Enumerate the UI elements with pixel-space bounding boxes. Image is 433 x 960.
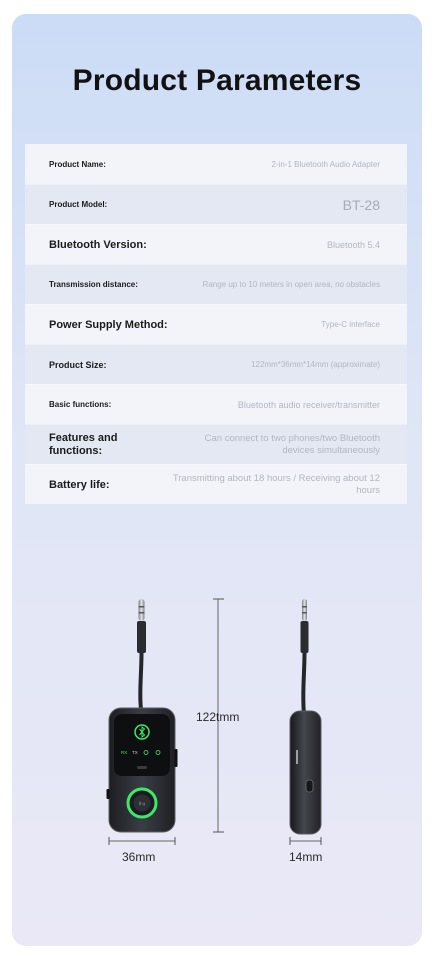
param-value: Bluetooth audio receiver/transmitter <box>237 399 380 410</box>
product-card <box>12 14 422 946</box>
svg-text:TX: TX <box>132 750 138 755</box>
width-dimension <box>109 837 175 845</box>
height-label: 122tmm <box>196 710 240 724</box>
cable <box>140 653 141 709</box>
param-value: 122mm*36mm*14mm (approximate) <box>251 360 380 369</box>
device-front-view <box>107 599 178 832</box>
param-value: Type-C interface <box>321 320 380 329</box>
param-value: Range up to 10 meters in open area, no obstacles <box>202 280 380 289</box>
param-key: Basic functions: <box>49 400 112 409</box>
svg-text:RX: RX <box>121 750 128 755</box>
param-value: Bluetooth 5.4 <box>326 239 380 250</box>
param-value: Can connect to two phones/two Bluetooth devices simultaneously <box>204 432 380 456</box>
device-side-view <box>290 599 321 834</box>
param-value: Transmitting about 18 hours / Receiving about 12 hours <box>172 472 380 496</box>
param-key: Product Name: <box>49 159 106 169</box>
svg-text:⏵⏸: ⏵⏸ <box>138 801 146 808</box>
param-key: Power Supply Method: <box>49 318 168 331</box>
product-diagram <box>12 14 422 946</box>
param-value: BT-28 <box>342 196 380 213</box>
param-key: Product Size: <box>49 359 107 370</box>
page-title: Product Parameters <box>72 64 362 97</box>
param-key: Product Model: <box>49 200 108 209</box>
depth-label: 14mm <box>289 850 323 864</box>
width-label: 36mm <box>122 850 156 864</box>
param-key: Transmission distance: <box>49 280 138 289</box>
depth-dimension <box>290 837 321 845</box>
param-key: Features and functions: <box>49 431 118 457</box>
audio-plug-tip <box>139 599 145 621</box>
param-key: Bluetooth Version: <box>49 238 147 251</box>
param-key: Battery life: <box>49 478 110 491</box>
param-value: 2-in-1 Bluetooth Audio Adapter <box>271 159 380 169</box>
